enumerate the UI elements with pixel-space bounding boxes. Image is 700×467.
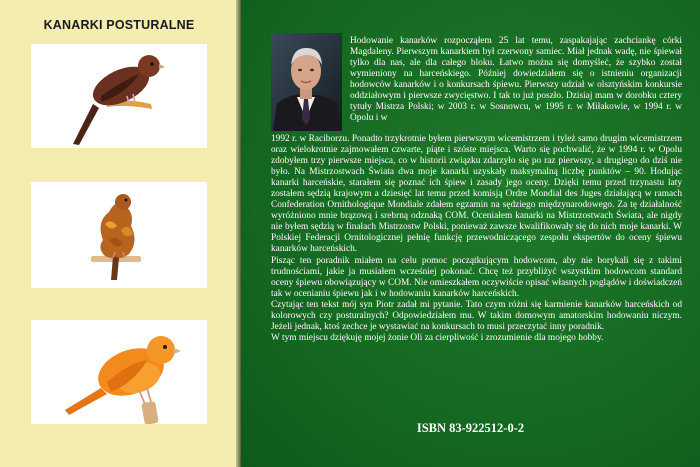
text-paragraph: Czytając ten tekst mój syn Piotr zadał mi pytanie. Tato czym różni się karmienie kanarków harceńskich od kolorowych czy posturalnych? Odpowiedziałem mu. W takim domowym amatorskim hodowaniu niczym. Jeżeli jednak, ktoś zechce je wystawiać na konkursach to musi przeczytać inny poradnik. xyxy=(271,299,682,332)
page-title: KANARKI POSTURALNE xyxy=(43,18,195,32)
canary-photo-frilled xyxy=(31,182,207,288)
intro-paragraph: Hodowanie kanarków rozpocząłem 25 lat temu, zaspakajając zachciankę córki Magdaleny. Pierwszym kanarkiem był czerwony samiec. Miał jednak wadę, nie śpiewał tylko dla nas, ale dla całego bloku. Łatwo można się domyśleć, że szybko został wymieniony na harceńskiego. Później dowiedziałem się o istnieniu organizacji hodowców kanarków i o konkursach śpiewu. Pierwszy udział w olsztyńskim konkursie oddziałowym i pierwsze zwycięstwo. I tak to już poszło. Dzisiaj mam w dorobku cztery tytuły Mistrza Polski; w 2003 r. w Sosnowcu, w 1995 r. w Miłakowie, w 1994 r. w Opolu i w xyxy=(350,36,682,124)
text-paragraph: W tym miejscu dziękuję mojej żonie Oli za cierpliwość i zrozumienie dla mojego hobby. xyxy=(271,332,604,343)
text-paragraph: 1992 r. w Raciborzu. Ponadto trzykrotnie byłem pierwszym wicemistrzem i tyleż samo drugim wicemistrzem oraz wielokrotnie zajmowałem czwarte, piąte i szóste miejsca. Warto się pochwalić, że w 1994 r. w Opolu zdobyłem trzy pierwsze miejsca, co w historii związku zdarzyło się po raz pierwszy, a drugiego do dziś nie było. Na Mistrzostwach Świata dwa moje kanarki uzyskały maksymalną liczbę punktów – 90. Hodując kanarki harceńskie, starałem się poznać ich śpiew i zasady jego oceny. Dzięki temu przed trzynastu laty zostałem sędzią krajowym a dziesięć lat temu przed komisją Ordre Mondial des Juges działającą w ramach Confederation Ornithologique Mondiale zdałem egzamin na sędziego międzynarodowego. Za tę działalność wyróżniono mnie brązową i srebrną odznaką COM. Oceniałem kanarki na Mistrzostwach Świata, ale nigdy nie byłem sędzią w finałach Mistrzostw Polski, ponieważ zawsze kwalifikowały się do nich moje kanarki. W Polskiej Federacji Ornitologicznej pełnię funkcję przewodniczącego zespołu ekspertów do oceny śpiewu kanarków harceńskich. xyxy=(271,134,682,255)
brown-canary-illustration xyxy=(31,44,207,148)
frilled-canary-illustration xyxy=(31,182,207,288)
author-portrait xyxy=(271,33,342,131)
canary-photo-orange xyxy=(31,320,207,424)
right-page xyxy=(241,0,700,467)
text-paragraph: Pisząc ten poradnik miałem na celu pomoc początkującym hodowcom, aby nie borykali się z takimi trudnościami, jakie ja musiałem wcześniej pokonać. Chcę też przybliżyć wszystkim hodowcom standard oceny śpiewu obowiązujący w COM. Nie omieszkałem oczywiście opisać własnych poglądów i doświadczeń tak w ocenianiu śpiewu jak i w hodowaniu kanarków harceńskich. xyxy=(271,255,682,299)
left-page xyxy=(0,0,238,467)
isbn-number: ISBN 83-922512-0-2 xyxy=(416,421,525,435)
author-portrait-illustration xyxy=(271,33,342,131)
canary-photo-brown xyxy=(31,44,207,148)
orange-canary-illustration xyxy=(31,320,207,424)
main-text xyxy=(271,134,682,344)
